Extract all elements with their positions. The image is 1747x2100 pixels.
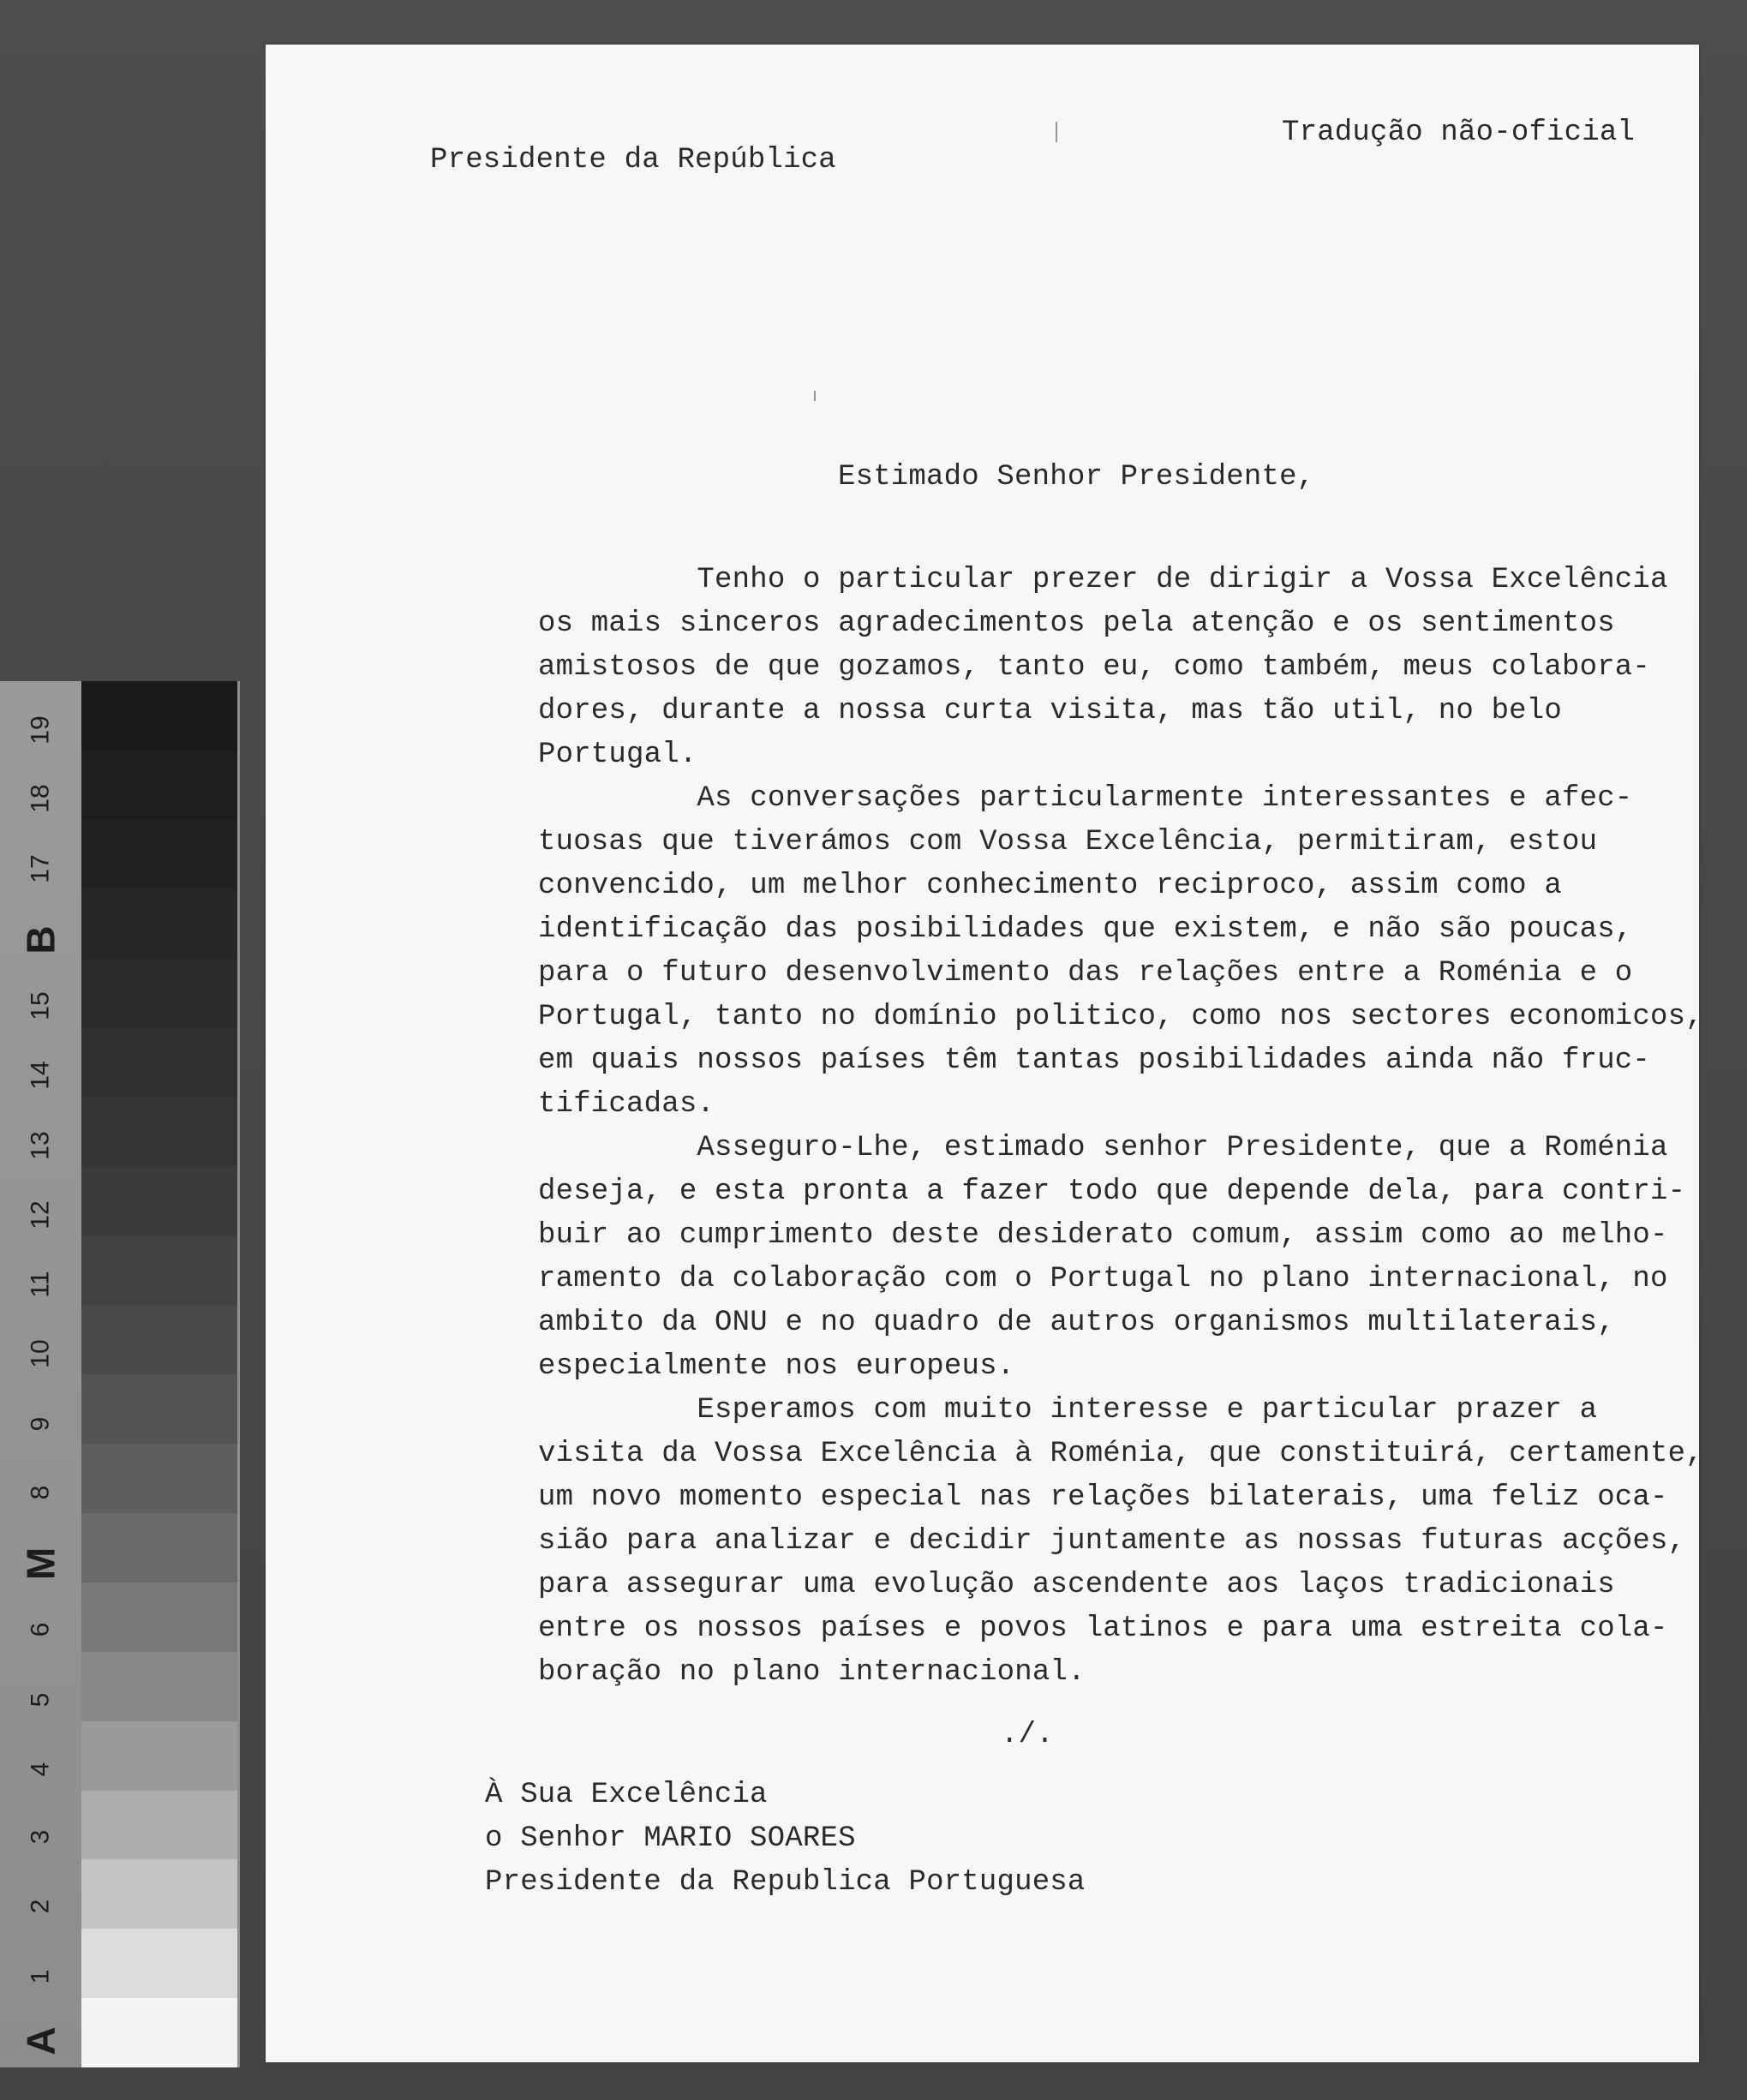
gray-patch	[81, 1028, 237, 1098]
gray-patch	[81, 751, 237, 820]
scale-label: 5	[26, 1692, 55, 1708]
body-line: identificação das posibilidades que existem, e não são poucas,	[538, 913, 1633, 946]
body-line: ambito da ONU e no quadro de autros organismos multilaterais,	[538, 1307, 1615, 1339]
gray-patch	[81, 1305, 237, 1374]
scale-label: M	[18, 1547, 63, 1581]
letter-body	[538, 559, 1703, 1695]
body-line: convencido, um melhor conhecimento reciproco, assim como a	[538, 870, 1562, 902]
body-line: deseja, e esta pronta a fazer todo que depende dela, para contri-	[538, 1176, 1686, 1208]
body-line: especialmente nos europeus.	[538, 1350, 1015, 1383]
scale-label: 15	[26, 991, 55, 1020]
scale-label: B	[18, 925, 63, 954]
scale-label: 8	[26, 1485, 55, 1500]
scan-speck	[1056, 122, 1057, 142]
body-line: tificadas.	[538, 1088, 715, 1121]
gray-patches	[81, 681, 237, 2067]
scale-label: 10	[26, 1339, 55, 1368]
body-line: As conversações particularmente interessantes e afec-	[538, 782, 1633, 815]
gray-patch	[81, 1652, 237, 1721]
gray-patch	[81, 959, 237, 1028]
body-line: Esperamos com muito interesse e particular prazer a	[538, 1394, 1598, 1427]
gray-patch	[81, 820, 237, 889]
addressee-block	[485, 1774, 1086, 1905]
translation-note: Tradução não-oficial	[1282, 117, 1636, 149]
body-line: amistosos de que gozamos, tanto eu, como também, meus colabora-	[538, 651, 1651, 684]
scan-speck	[814, 391, 816, 401]
body-line: dores, durante a nossa curta visita, mas tão util, no belo	[538, 695, 1562, 727]
scale-label: 2	[26, 1899, 55, 1914]
body-line: entre os nossos países e povos latinos e para uma estreita cola-	[538, 1612, 1668, 1645]
body-line: Asseguro-Lhe, estimado senhor Presidente, que a Roménia	[538, 1132, 1668, 1164]
scale-label: 9	[26, 1416, 55, 1432]
gray-patch	[81, 1444, 237, 1513]
gray-patch	[81, 1097, 237, 1166]
gray-patch	[81, 1929, 237, 1998]
gray-patch	[81, 681, 237, 751]
scale-label: 18	[26, 784, 55, 813]
body-line: em quais nossos países têm tantas posibilidades ainda não fruc-	[538, 1044, 1651, 1077]
body-line: boração no plano internacional.	[538, 1656, 1086, 1689]
scale-label: 19	[26, 715, 55, 745]
body-line: para assegurar uma evolução ascendente aos laços tradicionais	[538, 1569, 1615, 1601]
gray-patch	[81, 1513, 237, 1582]
scale-label: 6	[26, 1622, 55, 1637]
scale-label: 14	[26, 1061, 55, 1090]
scale-label: 12	[26, 1200, 55, 1229]
gray-patch	[81, 889, 237, 959]
scale-label: 11	[26, 1271, 55, 1298]
body-line: Tenho o particular prezer de dirigir a Vossa Excelência	[538, 564, 1668, 596]
letter-page	[266, 45, 1703, 2062]
gray-patch	[81, 1582, 237, 1652]
body-line: Portugal.	[538, 739, 697, 771]
salutation: Estimado Senhor Presidente,	[838, 461, 1315, 494]
scale-label: 1	[26, 1969, 55, 1984]
gray-patch	[81, 1166, 237, 1235]
body-line: sião para analizar e decidir juntamente as nossas futuras acções,	[538, 1525, 1686, 1558]
addressee-line: Presidente da Republica Portuguesa	[485, 1866, 1086, 1899]
scale-ruler	[0, 681, 81, 2067]
gray-patch	[81, 1235, 237, 1305]
scale-label: 3	[26, 1829, 55, 1845]
color-calibration-target	[0, 681, 240, 2067]
body-line: buir ao cumprimento deste desiderato comum, assim como ao melho-	[538, 1219, 1668, 1252]
letterhead: Presidente da República	[430, 144, 836, 176]
body-line: ramento da colaboração com o Portugal no plano internacional, no	[538, 1263, 1668, 1295]
scale-label: 4	[26, 1762, 55, 1777]
continuation-mark: ./.	[1001, 1719, 1054, 1751]
body-line: tuosas que tiverámos com Vossa Excelência, permitiram, estou	[538, 826, 1598, 859]
scale-label: 17	[26, 854, 55, 883]
body-line: Portugal, tanto no domínio politico, como nos sectores economicos,	[538, 1001, 1703, 1033]
body-line: um novo momento especial nas relações bilaterais, uma feliz oca-	[538, 1481, 1668, 1514]
scale-label: 13	[26, 1131, 55, 1160]
scale-label: A	[18, 2026, 63, 2055]
gray-patch	[81, 1791, 237, 1860]
gray-patch	[81, 1998, 237, 2067]
gray-patch	[81, 1374, 237, 1444]
addressee-line: o Senhor MARIO SOARES	[485, 1822, 856, 1855]
addressee-line: À Sua Excelência	[485, 1779, 768, 1811]
gray-patch	[81, 1721, 237, 1791]
body-line: visita da Vossa Excelência à Roménia, que constituirá, certamente,	[538, 1438, 1703, 1470]
gray-patch	[81, 1859, 237, 1929]
body-line: para o futuro desenvolvimento das relações entre a Roménia e o	[538, 957, 1633, 990]
body-line: os mais sinceros agradecimentos pela atenção e os sentimentos	[538, 607, 1615, 640]
